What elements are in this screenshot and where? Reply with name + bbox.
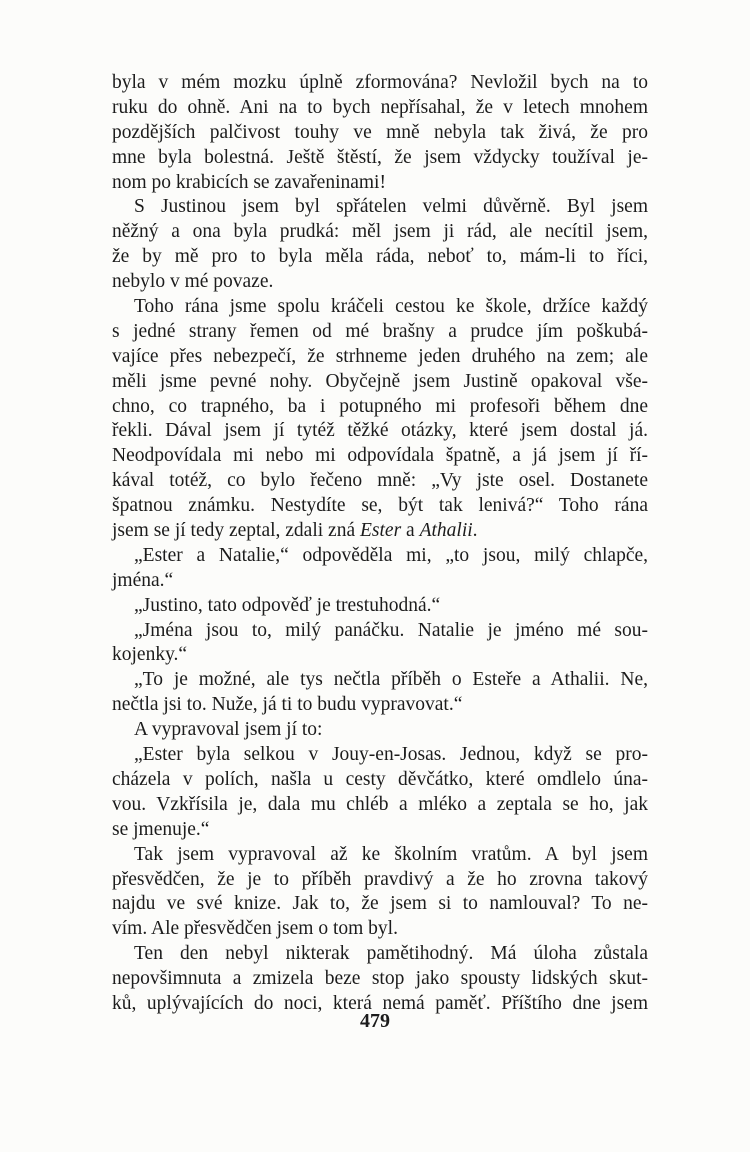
text-span: vou. Vzkřísila je, dala mu chléb a mléko a zeptala se ho, jak [112, 793, 648, 815]
text-span: kával totéž, co bylo řečeno mně: „Vy jste osel. Dostanete [112, 470, 648, 492]
text-line [112, 195, 648, 220]
text-line [112, 892, 648, 917]
text-span: Neodpovídala mi nebo mi odpovídala špatně, a já jsem jí ří- [112, 445, 648, 467]
text-span: Ten den nebyl nikterak pamětihodný. Má úloha zůstala [134, 943, 648, 965]
text-line [112, 395, 648, 420]
text-line [112, 718, 648, 743]
text-line [112, 519, 648, 544]
text-span: ruku do ohně. Ani na to bych nepřísahal, že v letech mnohem [112, 96, 648, 118]
text-span: pozdějších palčivost touhy ve mně nebyla tak živá, že pro [112, 121, 648, 143]
text-line [112, 469, 648, 494]
text-span: mne byla bolestná. Ještě štěstí, že jsem vždycky toužíval je- [112, 146, 648, 168]
text-line [112, 370, 648, 395]
text-line [112, 146, 648, 171]
text-span: nom po krabicích se zavařeninami! [112, 171, 386, 193]
text-line [112, 121, 648, 146]
italic-title: Athalii [419, 520, 473, 542]
page-body-text [112, 71, 648, 1017]
text-line [112, 843, 648, 868]
text-span: Tak jsem vypravoval až ke školním vratům. A byl jsem [134, 843, 648, 865]
text-span: „Jména jsou to, milý panáčku. Natalie je jméno mé sou- [134, 619, 648, 641]
text-line [112, 71, 648, 96]
text-line [112, 594, 648, 619]
text-line [112, 619, 648, 644]
text-line [112, 245, 648, 270]
text-line [112, 643, 648, 668]
text-line [112, 793, 648, 818]
text-span: jsem se jí tedy zeptal, zdali zná [112, 520, 360, 542]
page-number: 479 [360, 1010, 390, 1032]
text-line [112, 967, 648, 992]
text-span: s jedné strany řemen od mé brašny a prudce jím poškubá- [112, 320, 648, 342]
text-span: najdu ve své knize. Jak to, že jsem si to namlouval? To ne- [112, 893, 648, 915]
text-line [112, 220, 648, 245]
text-line [112, 494, 648, 519]
text-line [112, 868, 648, 893]
text-span: „To je možné, ale tys nečtla příběh o Esteře a Athalii. Ne, [134, 669, 648, 691]
text-span: S Justinou jsem byl spřátelen velmi důvěrně. Byl jsem [134, 196, 648, 218]
text-line [112, 818, 648, 843]
text-span: „Ester a Natalie,“ odpověděla mi, „to jsou, milý chlapče, [134, 544, 648, 566]
text-span: „Ester byla selkou v Jouy-en-Josas. Jednou, když se pro- [134, 744, 648, 766]
text-line [112, 668, 648, 693]
text-line [112, 444, 648, 469]
text-line [112, 544, 648, 569]
text-line [112, 320, 648, 345]
text-line [112, 569, 648, 594]
text-line [112, 768, 648, 793]
text-span: přesvědčen, že je to příběh pravdivý a že ho zrovna takový [112, 868, 648, 890]
text-line [112, 942, 648, 967]
text-span: kojenky.“ [112, 644, 188, 666]
text-line [112, 171, 648, 196]
text-span: nečtla jsi to. Nuže, já ti to budu vypravovat.“ [112, 694, 463, 716]
text-line [112, 419, 648, 444]
text-span: něžný a ona byla prudká: měl jsem ji rád, ale necítil jsem, [112, 221, 648, 243]
text-span: nebylo v mé povaze. [112, 271, 274, 293]
text-span: Toho rána jsme spolu kráčeli cestou ke škole, držíce každý [134, 296, 648, 318]
text-line [112, 743, 648, 768]
text-span: vajíce přes nebezpečí, že strhneme jeden druhého na zem; ale [112, 345, 648, 367]
text-span: měli jsme pevné nohy. Obyčejně jsem Justině opakoval vše- [112, 370, 648, 392]
text-span: řekli. Dával jsem jí tytéž těžké otázky, které jsem dostal já. [112, 420, 648, 442]
italic-title: Ester [360, 520, 402, 542]
text-line [112, 917, 648, 942]
text-span: se jmenuje.“ [112, 818, 210, 840]
text-span: že by mě pro to byla měla ráda, neboť to, mám-li to říci, [112, 246, 648, 268]
text-span: a [401, 520, 420, 542]
text-span: „Justino, tato odpověď je trestuhodná.“ [134, 594, 441, 616]
text-span: špatnou známku. Nestydíte se, být tak lenivá?“ Toho rána [112, 495, 648, 517]
text-span: nepovšimnuta a zmizela beze stop jako spousty lidských skut- [112, 968, 648, 990]
text-line [112, 693, 648, 718]
text-span: byla v mém mozku úplně zformována? Nevložil bych na to [112, 72, 648, 93]
text-line [112, 295, 648, 320]
text-span: vím. Ale přesvědčen jsem o tom byl. [112, 918, 398, 940]
text-line [112, 96, 648, 121]
text-span: cházela v polích, našla u cesty děvčátko, které omdlelo úna- [112, 768, 648, 790]
text-span: chno, co trapného, ba i potupného mi profesoři během dne [112, 395, 648, 417]
text-line [112, 345, 648, 370]
text-span: ků, uplývajících do noci, která nemá paměť. Příštího dne jsem [112, 992, 648, 1014]
text-line [112, 270, 648, 295]
text-span: . [472, 520, 478, 542]
text-span: A vypravoval jsem jí to: [134, 719, 323, 741]
text-span: jména.“ [112, 569, 174, 591]
